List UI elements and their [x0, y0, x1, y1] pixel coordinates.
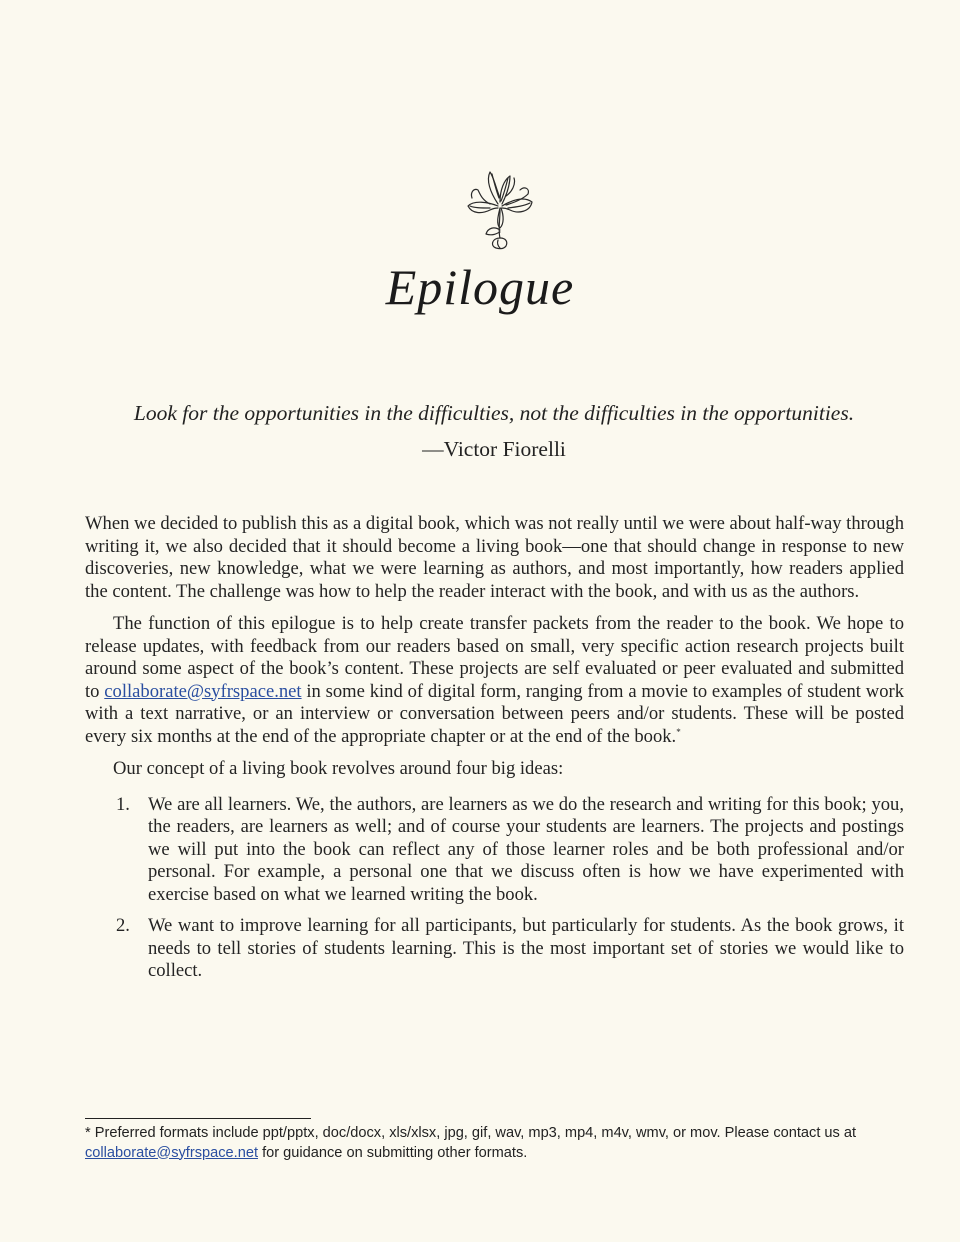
list-item: [85, 915, 904, 983]
big-ideas-list: [85, 794, 904, 983]
footnote-mark: *: [85, 1125, 91, 1141]
footnote-email-link[interactable]: collaborate@syfrspace.net: [85, 1144, 259, 1161]
body-text: [85, 513, 904, 992]
list-item-text: We want to improve learning for all participants, but particularly for students. As the book grows, it needs to tell stories of students learning. This is the most important set of stories we would like to collect.: [148, 915, 904, 981]
paragraph-function: [85, 613, 904, 748]
list-item-number: 1.: [116, 793, 130, 815]
paragraph-function-text-after: in some kind of digital form, ranging from a movie to examples of student work with a text narrative, or an interview or conversation between peers and/or students. These will be posted every six months at the end of the appropriate chapter or at the end of the book.: [85, 680, 904, 747]
list-item: [85, 794, 904, 907]
iris-flower-drawing-icon: [460, 168, 540, 250]
page-title: Epilogue: [385, 259, 575, 315]
footnote: [85, 1124, 915, 1163]
footnote-divider: [85, 1118, 311, 1119]
email-link[interactable]: collaborate@syfrspace.net: [104, 680, 302, 702]
paragraph-intro: When we decided to publish this as a digital book, which was not really until we were about half-way through writing it, we also decided that it should become a living book—one that should change in response to new discoveries, new knowledge, what we were learning as authors, and most importantly, how readers applied the content. The challenge was how to help the reader interact with the book, and with us as the authors.: [85, 513, 904, 602]
paragraph-function-text-before: The function of this epilogue is to help create transfer packets from the reader to the book. We hope to release updates, with feedback from our readers based on small, very specific action research projects built around some aspect of the book’s content. These projects are self evaluated or peer evaluated and submitted to: [85, 613, 904, 702]
epigraph-attribution: —Victor Fiorelli: [422, 437, 566, 461]
paragraph-concept: Our concept of a living book revolves around four big ideas:: [113, 758, 564, 779]
footnote-text-after: for guidance on submitting other formats.: [258, 1144, 528, 1161]
footnote-text-before: Preferred formats include ppt/pptx, doc/docx, xls/xlsx, jpg, gif, wav, mp3, mp4, m4v, wmv, or mov. Please contact us at: [90, 1125, 857, 1141]
list-item-text: We are all learners. We, the authors, are learners as we do the research and writing for this book; you, the readers, are learners as well; and of course your students are learners. The projects and postings we will put into the book can reflect any of those learner roles and be both professional and/or personal. For example, a personal one that we discuss often is how we have experimented with exercise based on what we learned writing the book.: [148, 793, 904, 905]
list-item-number: 2.: [116, 915, 130, 936]
footnote-marker: *: [676, 726, 681, 737]
epigraph-quote: Look for the opportunities in the difficulties, not the difficulties in the opportunities.: [133, 401, 855, 425]
